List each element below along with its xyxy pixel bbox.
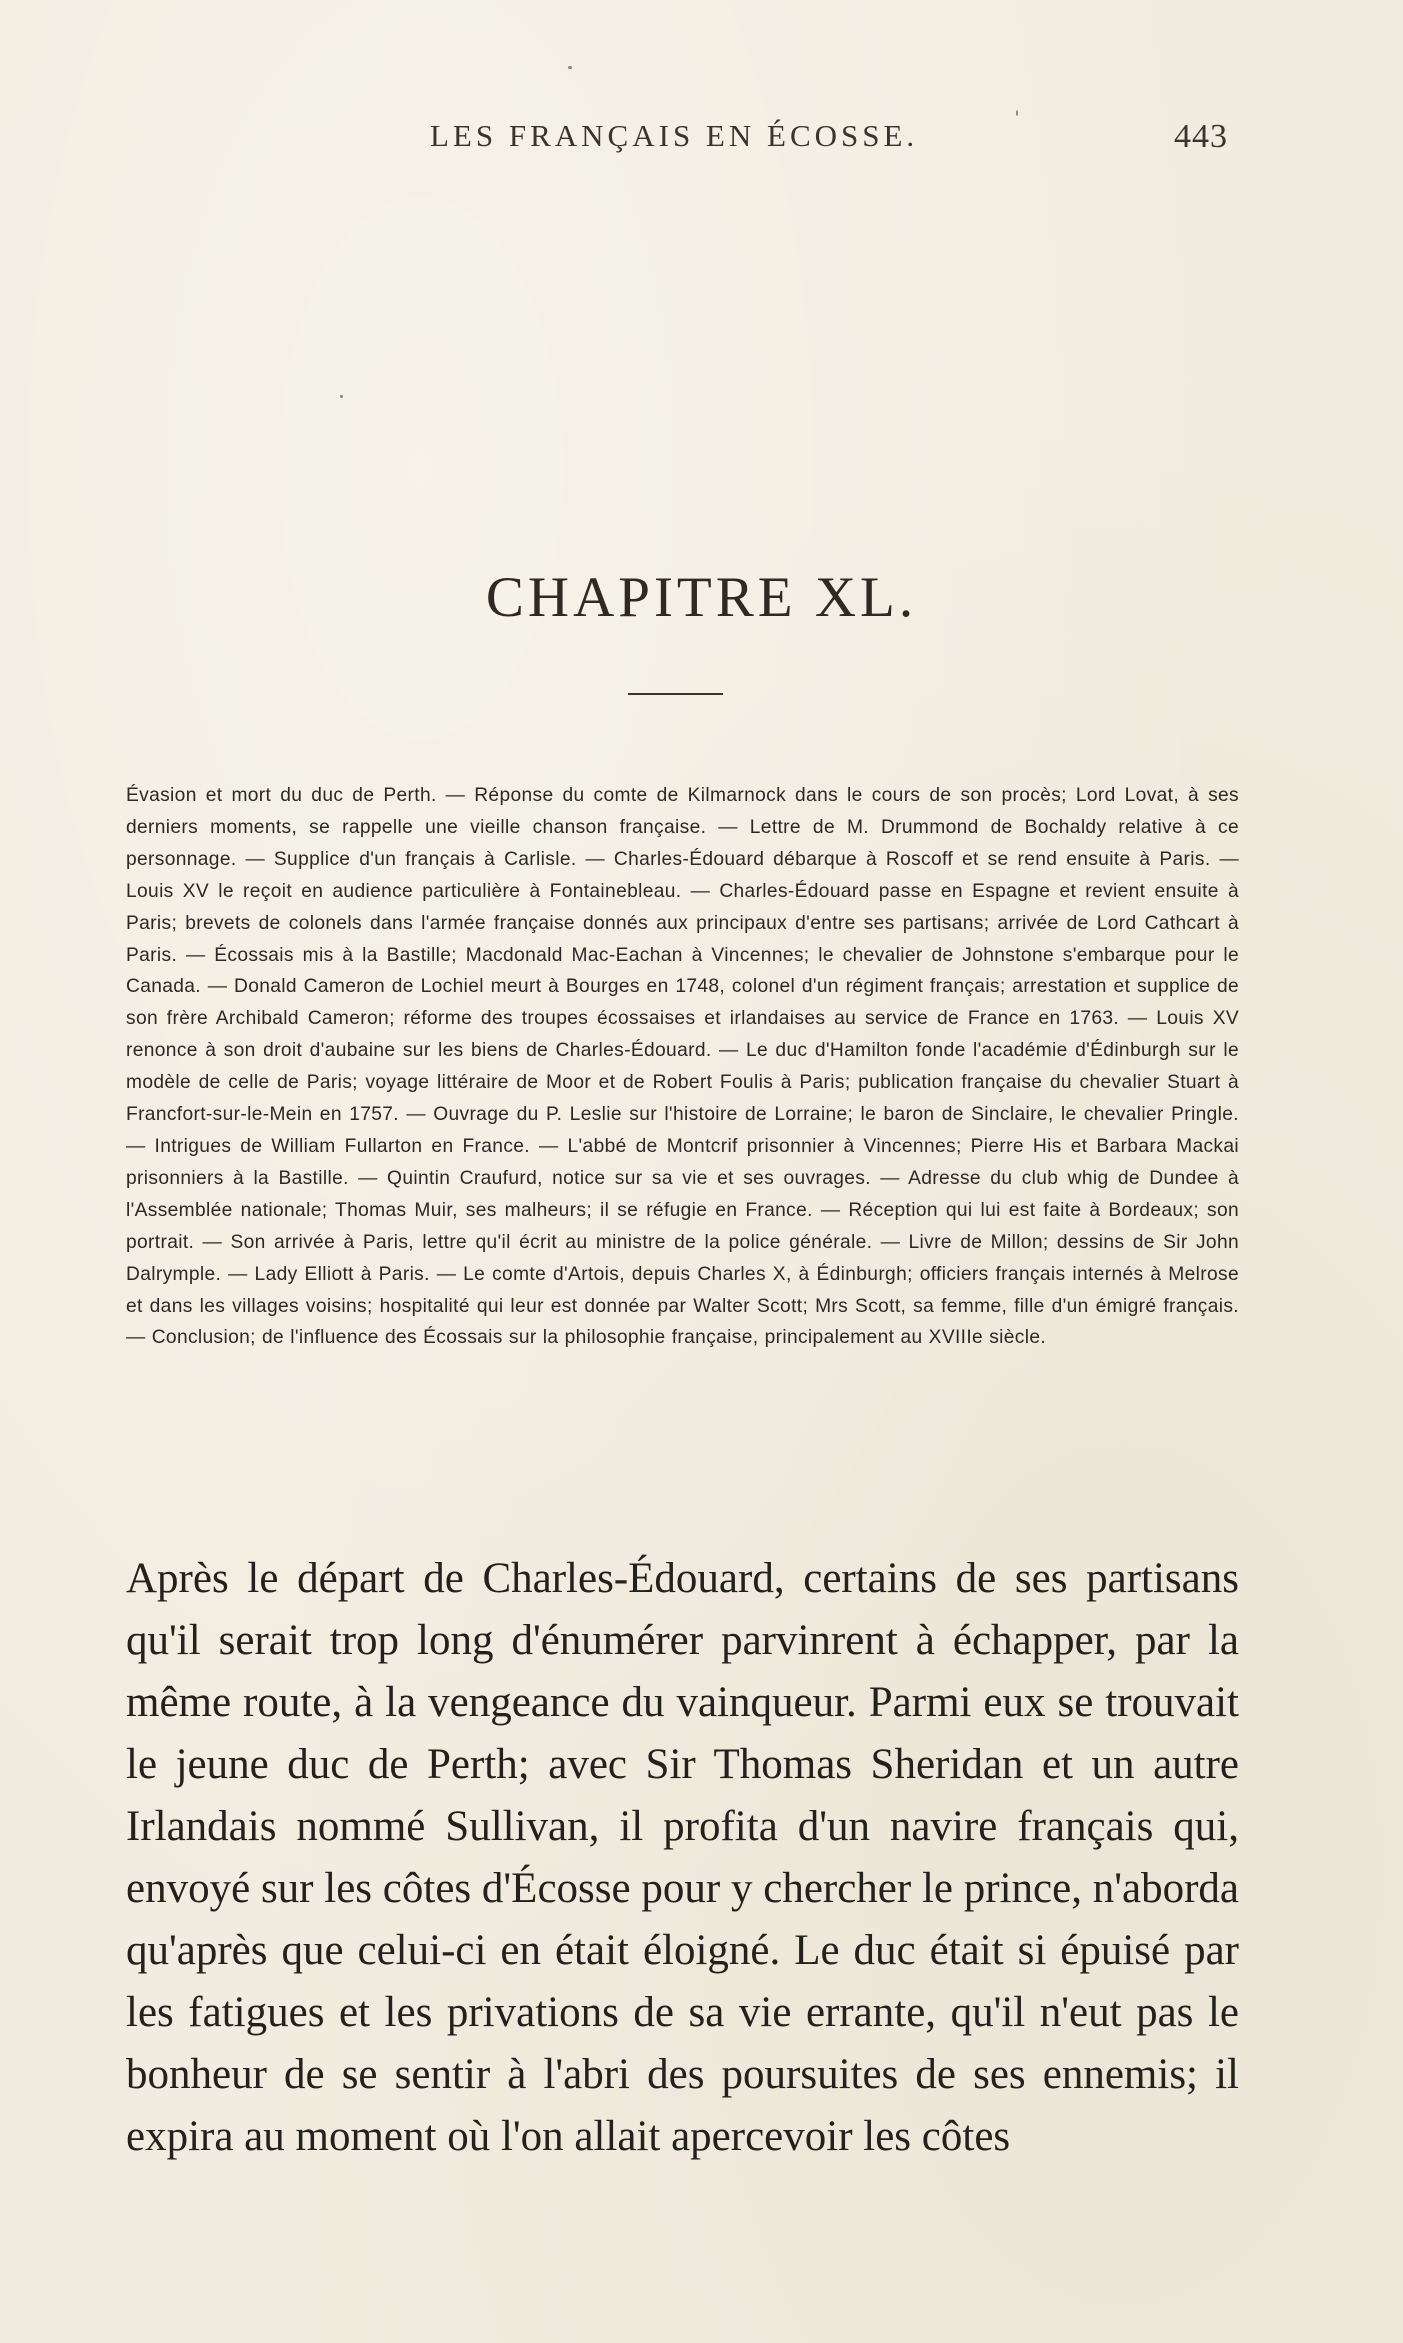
chapter-divider (628, 693, 723, 695)
paper-speck (340, 395, 343, 398)
paper-speck (568, 66, 572, 69)
body-paragraph: Après le départ de Charles-Édouard, certains de ses partisans qu'il serait trop long d'énumérer parvinrent à échapper, par la même route, à la vengeance du vainqueur. Parmi eux se trouvait le jeune duc de Perth; avec Sir Thomas Sheridan et un autre Irlandais nommé Sullivan, il profita d'un navire français qui, envoyé sur les côtes d'Écosse pour y chercher le prince, n'aborda qu'après que celui-ci en était éloigné. Le duc était si épuisé par les fatigues et les privations de sa vie errante, qu'il n'eut pas le bonheur de se sentir à l'abri des poursuites de ses ennemis; il expira au moment où l'on allait apercevoir les côtes (126, 1555, 1239, 2160)
page-number: 443 (1174, 118, 1228, 155)
running-head (0, 118, 1403, 168)
chapter-summary: Évasion et mort du duc de Perth. — Réponse du comte de Kilmarnock dans le cours de son procès; Lord Lovat, à ses derniers moments, se rappelle une vieille chanson française. — Lettre de M. Drummond de Bochaldy relative à ce personnage. — Supplice d'un français à Carlisle. — Charles-Édouard débarque à Roscoff et se rend ensuite à Paris. — Louis XV le reçoit en audience particulière à Fontainebleau. — Charles-Édouard passe en Espagne et revient ensuite à Paris; brevets de colonels dans l'armée française donnés aux principaux d'entre ses partisans; arrivée de Lord Cathcart à Paris. — Écossais mis à la Bastille; Macdonald Mac-Eachan à Vincennes; le chevalier de Johnstone s'embarque pour le Canada. — Donald Cameron de Lochiel meurt à Bourges en 1748, colonel d'un régiment français; arrestation et supplice de son frère Archibald Cameron; réforme des troupes écossaises et irlandaises au service de France en 1763. — Louis XV renonce à son droit d'aubaine sur les biens de Charles-Édouard. — Le duc d'Hamilton fonde l'académie d'Édinburgh sur le modèle de celle de Paris; voyage littéraire de Moor et de Robert Foulis à Paris; publication française du chevalier Stuart à Francfort-sur-le-Mein en 1757. — Ouvrage du P. Leslie sur l'histoire de Lorraine; le baron de Sinclaire, le chevalier Pringle. — Intrigues de William Fullarton en France. — L'abbé de Montcrif prisonnier à Vincennes; Pierre His et Barbara Mackai prisonniers à la Bastille. — Quintin Craufurd, notice sur sa vie et ses ouvrages. — Adresse du club whig de Dundee à l'Assemblée nationale; Thomas Muir, ses malheurs; il se réfugie en France. — Réception qui lui est faite à Bordeaux; son portrait. — Son arrivée à Paris, lettre qu'il écrit au ministre de la police générale. — Livre de Millon; dessins de Sir John Dalrymple. — Lady Elliott à Paris. — Le comte d'Artois, depuis Charles X, à Édinburgh; officiers français internés à Melrose et dans les villages voisins; hospitalité qui leur est donnée par Walter Scott; Mrs Scott, sa femme, fille d'un émigré français. — Conclusion; de l'influence des Écossais sur la philosophie française, principalement au XVIIIe siècle. (126, 785, 1239, 1349)
running-title: LES FRANÇAIS EN ÉCOSSE. (430, 118, 919, 153)
chapter-title: CHAPITRE XL. (485, 566, 918, 629)
paper-speck (1016, 110, 1018, 116)
